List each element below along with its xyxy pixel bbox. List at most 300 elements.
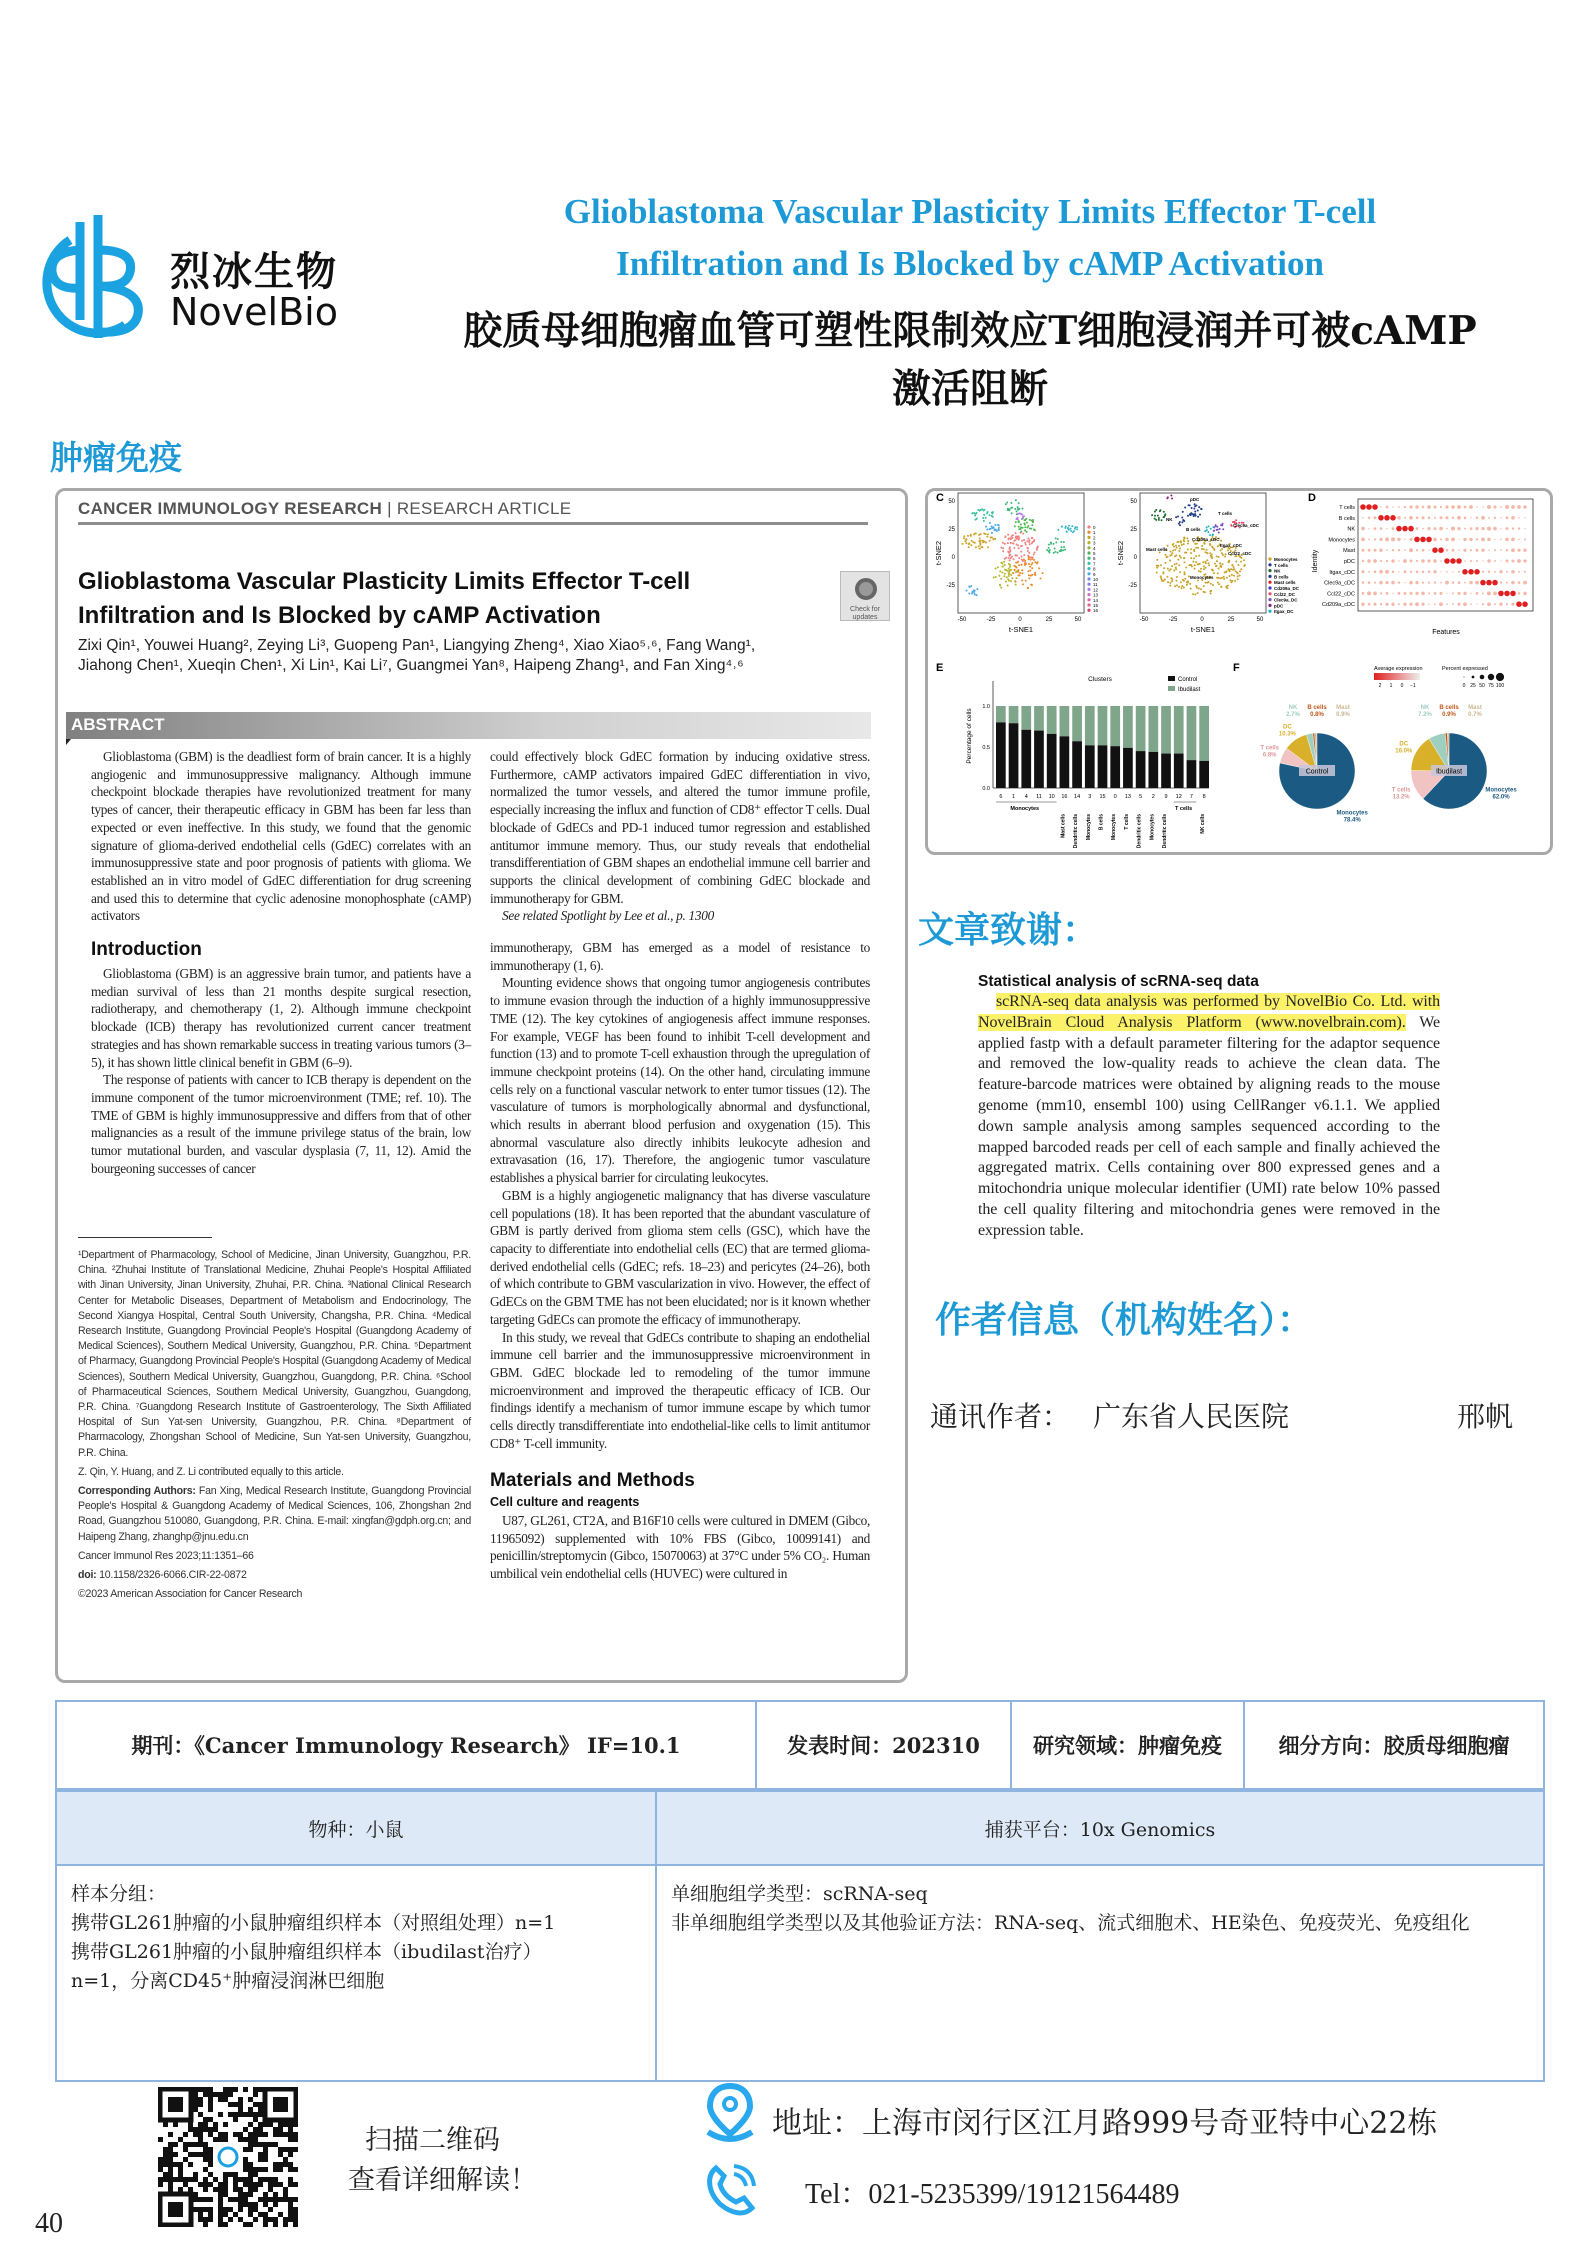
tsne-point xyxy=(1190,557,1192,559)
tsne-point xyxy=(1217,572,1219,574)
separator: | xyxy=(387,499,392,518)
qr-module xyxy=(253,2187,258,2192)
tsne-point xyxy=(1186,581,1188,583)
tsne-point xyxy=(965,539,967,541)
qr-module xyxy=(178,2177,183,2182)
tsne-point xyxy=(982,540,984,542)
tsne-point xyxy=(1170,577,1172,579)
tsne-point xyxy=(1072,531,1074,533)
dotplot-dot xyxy=(1480,580,1486,586)
tsne-point xyxy=(1162,580,1164,582)
tsne-point xyxy=(1194,505,1196,507)
dotplot-row-label: Itgax_cDC xyxy=(1329,569,1355,576)
tsne-point xyxy=(1063,546,1065,548)
cluster-legend-label: 5 xyxy=(1093,551,1096,556)
qr-module xyxy=(248,2132,253,2137)
dotplot-dot xyxy=(1421,592,1424,595)
tsne-point xyxy=(1201,548,1203,550)
tsne-point xyxy=(1198,555,1200,557)
tsne-point xyxy=(971,591,973,593)
tsne-point xyxy=(1221,552,1223,554)
spotlight-link[interactable]: See related Spotlight by Lee et al., p. 1300 xyxy=(502,908,714,924)
tsne-point xyxy=(1023,554,1025,556)
tsne-point xyxy=(1184,578,1186,580)
article-first-page xyxy=(55,488,908,1683)
tsne-point xyxy=(1029,543,1031,545)
tsne-point xyxy=(1209,534,1211,536)
qr-module xyxy=(208,2172,213,2177)
qr-module xyxy=(263,2192,268,2197)
qr-module xyxy=(183,2177,188,2182)
qr-module xyxy=(288,2132,293,2137)
tsne-point xyxy=(1021,579,1023,581)
qr-module xyxy=(268,2197,273,2202)
tsne-point xyxy=(1021,518,1023,520)
qr-module xyxy=(223,2187,228,2192)
stats-text xyxy=(978,992,1440,1242)
tsne-point xyxy=(1211,556,1213,558)
pie-label: NK xyxy=(1288,705,1298,711)
tsne-point xyxy=(1027,548,1029,550)
dotplot-dot xyxy=(1391,603,1394,606)
dotplot-dot xyxy=(1398,571,1399,572)
dotplot-dot xyxy=(1404,570,1407,573)
tsne-point xyxy=(982,517,984,519)
tsne-point xyxy=(1190,548,1192,550)
dotplot-dot xyxy=(1409,516,1413,520)
tsne-point xyxy=(1007,508,1009,510)
doi-value[interactable]: 10.1158/2326-6066.CIR-22-0872 xyxy=(99,1569,247,1582)
qr-finder-center xyxy=(273,2097,288,2112)
qr-module xyxy=(218,2222,223,2227)
tsne-x-label: t-SNE1 xyxy=(1008,625,1034,634)
tsne-point xyxy=(1197,592,1199,594)
tsne-point xyxy=(976,588,978,590)
tsne-point xyxy=(1017,561,1019,563)
dotplot-dot xyxy=(1361,549,1364,552)
dotplot-dot xyxy=(1488,549,1489,550)
tsne-point xyxy=(1171,580,1173,582)
tsne-point xyxy=(1190,552,1192,554)
dotplot-dot xyxy=(1374,570,1377,573)
cluster-legend-dot xyxy=(1087,577,1090,580)
qr-module xyxy=(293,2147,298,2152)
dotplot-dot xyxy=(1428,603,1429,604)
qr-module xyxy=(193,2177,198,2182)
qr-module xyxy=(253,2182,258,2187)
tsne-point xyxy=(1023,539,1025,541)
tsne-point xyxy=(1192,513,1194,515)
celltype-legend-dot xyxy=(1268,581,1271,584)
tsne-point xyxy=(1212,534,1214,536)
dotplot-dot xyxy=(1385,603,1388,606)
qr-module xyxy=(258,2197,263,2202)
tsne-point xyxy=(1155,509,1157,511)
e-rot-label: Dendritic cells xyxy=(1073,814,1080,849)
article-type: RESEARCH ARTICLE xyxy=(396,499,572,518)
qr-module xyxy=(238,2192,243,2197)
dotplot-row-label: pDC xyxy=(1343,559,1355,565)
qr-module xyxy=(288,2162,293,2167)
qr-module xyxy=(178,2172,183,2177)
tsne-point xyxy=(1167,568,1169,570)
tsne-point xyxy=(1196,587,1198,589)
tsne-point xyxy=(1006,501,1008,503)
qr-module xyxy=(233,2182,238,2187)
e-rot-label: Dendritic cells xyxy=(1136,814,1143,849)
e-x-tick: 14 xyxy=(1074,794,1081,800)
tsne-point xyxy=(1175,516,1177,518)
pie-name: Control xyxy=(1305,768,1329,776)
intro-paragraph-4: GBM is a highly angiogenetic malignancy that has diverse vasculature cell populations (18). It has been reported that the abundant vasculature of GBM is partly derived from glioma stem cells (GSC), which have the capacity to differentiate into endothelial cells (EC) that are termed glioma-derived endothelial cells (GdEC; refs. 18–23) and pericytes (24–26), both of which contribute to GBM vascularization in vivo. However, the effect of GdECs on the GBM TME has not been elucidated; nor is it known whether targeting GdECs can promote the efficacy of immunotherapy. xyxy=(490,1187,870,1327)
qr-module xyxy=(253,2137,258,2142)
qr-module xyxy=(238,2202,243,2207)
pie-value: 10.3% xyxy=(1278,731,1296,738)
figure-panel xyxy=(925,488,1553,855)
tsne-point xyxy=(1181,517,1183,519)
qr-module xyxy=(288,2212,293,2217)
tsne-point xyxy=(1233,566,1235,568)
e-bar-control xyxy=(1123,748,1133,788)
qr-module xyxy=(228,2172,233,2177)
tsne-point xyxy=(1178,541,1180,543)
tsne-point xyxy=(974,593,976,595)
tsne-point xyxy=(983,533,985,535)
qr-module xyxy=(238,2177,243,2182)
tsne-point xyxy=(1020,551,1022,553)
qr-module xyxy=(293,2197,298,2202)
tsne-point xyxy=(1008,557,1010,559)
tsne-point xyxy=(1204,561,1206,563)
tsne-point xyxy=(975,533,977,535)
dotplot-dot xyxy=(1379,549,1382,552)
qr-module xyxy=(163,2122,168,2127)
tsne-point xyxy=(1066,530,1068,532)
dotplot-dot xyxy=(1445,516,1448,519)
dotplot-dot xyxy=(1361,570,1364,573)
dotplot-dot xyxy=(1500,506,1502,508)
tsne-point xyxy=(1061,526,1063,528)
dotplot-dot xyxy=(1391,581,1394,584)
e-x-tick: 13 xyxy=(1124,794,1131,800)
dotplot-dot xyxy=(1505,505,1509,509)
qr-module xyxy=(253,2102,258,2107)
qr-module xyxy=(278,2167,283,2172)
dotplot-dot xyxy=(1421,559,1425,563)
tsne-point xyxy=(1067,527,1069,529)
panel-label: D xyxy=(1308,492,1316,504)
dotplot-dot xyxy=(1386,549,1388,551)
celltype-legend-label: Ccl22_DC xyxy=(1274,591,1296,597)
e-bar-control xyxy=(1136,751,1146,788)
pct-legend-dot xyxy=(1496,673,1504,681)
tsne-point xyxy=(1027,558,1029,560)
dotplot-dot xyxy=(1458,581,1461,584)
cluster-legend-label: 13 xyxy=(1093,592,1099,598)
tsne-point xyxy=(968,593,970,595)
check-for-updates-badge[interactable] xyxy=(840,571,890,621)
intro-columns xyxy=(78,939,870,1606)
cluster-legend-label: 2 xyxy=(1093,535,1096,541)
pie-value: 13.2% xyxy=(1392,794,1410,801)
pct-tick: 50 xyxy=(1479,683,1485,689)
tsne-point xyxy=(1076,528,1078,530)
dotplot-dot xyxy=(1511,548,1515,552)
dotplot-dot xyxy=(1404,539,1406,541)
intro-paragraph-2: The response of patients with cancer to ICB therapy is dependent on the immune component of the tumor microenvironment (TME; ref. 10). The TME of GBM is highly immunosuppressive and differs from that of other malignancies as a result of the immune privilege status of the brain, low tumor mutational burden, and vascular dysplasia (7, 11, 12). Amid the bourgeoning successes of cancer xyxy=(91,1072,471,1176)
qr-module xyxy=(198,2122,203,2127)
dotplot-dot xyxy=(1516,601,1522,607)
celltype-legend-label: NK xyxy=(1274,568,1281,574)
tsne-point xyxy=(1197,509,1199,511)
tsne-point xyxy=(983,520,985,522)
qr-module xyxy=(208,2132,213,2137)
tsne-point xyxy=(1060,546,1062,548)
cluster-legend-dot xyxy=(1087,546,1090,549)
qr-module xyxy=(248,2212,253,2217)
dotplot-dot xyxy=(1452,549,1455,552)
title-en-line2: Infiltration and Is Blocked by cAMP Activation xyxy=(616,244,1324,283)
dotplot-dot xyxy=(1518,527,1520,529)
qr-module xyxy=(203,2182,208,2187)
tsne-point xyxy=(1164,562,1166,564)
qr-module xyxy=(168,2142,173,2147)
tsne-point xyxy=(1209,543,1211,545)
tsne-point xyxy=(1156,571,1158,573)
tsne-point xyxy=(1218,583,1220,585)
qr-module xyxy=(248,2222,253,2227)
qr-module xyxy=(208,2212,213,2217)
dotplot-dot xyxy=(1366,504,1372,510)
e-group-label: T cells xyxy=(1175,806,1193,812)
qr-module xyxy=(288,2122,293,2127)
dotplot-dot xyxy=(1487,591,1491,595)
methods-paragraph-1: U87, GL261, CT2A, and B16F10 cells were cultured in DMEM (Gibco, 11965092) supplemented with 10% FBS (Gibco, 10099141) and penicillin/streptomycin (Gibco, 15070063) at 37°C under 5% CO₂. Human umbilical vein endothelial cells (HUVEC) were cultured in xyxy=(490,1512,870,1581)
dotplot-dot xyxy=(1434,517,1436,519)
tsne-point xyxy=(1232,564,1234,566)
tsne-point xyxy=(1176,563,1178,565)
tsne-point xyxy=(1031,564,1033,566)
tsne-point xyxy=(1223,578,1225,580)
tsne-point xyxy=(1027,525,1029,527)
dotplot-dot xyxy=(1494,560,1496,562)
qr-module xyxy=(158,2137,163,2142)
qr-module xyxy=(233,2087,238,2092)
qr-module xyxy=(198,2132,203,2137)
qr-module xyxy=(223,2087,228,2092)
tsne-point xyxy=(1221,577,1223,579)
tsne-point xyxy=(965,590,967,592)
map-label: Ccl22_cDC xyxy=(1228,551,1252,556)
tsne-point xyxy=(1170,495,1172,497)
tsne-point xyxy=(1031,537,1033,539)
tsne-point xyxy=(1028,541,1030,543)
pie-value: 0.9% xyxy=(1442,712,1456,718)
tsne-point xyxy=(995,568,997,570)
qr-module xyxy=(228,2197,233,2202)
pie-value: 0.8% xyxy=(1310,712,1324,718)
qr-module xyxy=(238,2107,243,2112)
tsne-point xyxy=(1182,511,1184,513)
qr-code[interactable] xyxy=(158,2087,298,2227)
tsne-point xyxy=(1015,584,1017,586)
samples-cell xyxy=(56,1865,656,2081)
tsne-point xyxy=(1040,577,1042,579)
qr-module xyxy=(273,2217,278,2222)
qr-module xyxy=(258,2142,263,2147)
dotplot-dot xyxy=(1458,539,1459,540)
qr-module xyxy=(258,2177,263,2182)
novelbio-logo xyxy=(30,210,360,345)
qr-module xyxy=(263,2122,268,2127)
panel-label: C xyxy=(936,492,944,504)
tsne-point xyxy=(1024,523,1026,525)
qr-module xyxy=(228,2207,233,2212)
tsne-point xyxy=(1029,519,1031,521)
tsne-point xyxy=(1007,570,1009,572)
dotplot-dot xyxy=(1368,603,1371,606)
figure-svg xyxy=(928,491,1550,852)
e-bar-control xyxy=(1187,760,1197,788)
tsne-point xyxy=(1228,569,1230,571)
tsne-y-tick: 0 xyxy=(1133,555,1137,561)
qr-module xyxy=(198,2112,203,2117)
qr-module xyxy=(263,2167,268,2172)
tsne-point xyxy=(991,532,993,534)
tsne-point xyxy=(1194,511,1196,513)
tsne-point xyxy=(1166,576,1168,578)
dotplot-dot xyxy=(1464,506,1467,509)
qr-module xyxy=(288,2217,293,2222)
celltype-legend-dot xyxy=(1268,598,1271,601)
tsne-x-tick: -25 xyxy=(1168,617,1178,623)
article-title-line1: Glioblastoma Vascular Plasticity Limits Effector T-cell xyxy=(78,568,691,595)
tsne-point xyxy=(1033,559,1035,561)
tsne-point xyxy=(1226,587,1228,589)
tsne-point xyxy=(1243,559,1245,561)
tsne-point xyxy=(1014,525,1016,527)
dotplot-row-label: T cells xyxy=(1339,505,1355,511)
celltype-legend-label: pDC xyxy=(1274,603,1284,609)
dotplot-dot xyxy=(1510,591,1516,597)
intro-paragraph-3: Mounting evidence shows that ongoing tumor angiogenesis contributes to immune evasion through the induction of a highly immunosuppressive TME (12). The key cytokines of angiogenesis affect immune responses. For example, VEGF has been found to inhibit T-cell development and function (13) and to promote T-cell exhaustion through the upregulation of immune checkpoint proteins (14). On the other hand, circulating immune cells rely on a functional vascular network to enter tumor tissues (12). The vasculature of tumors is morphologically abnormal and dysfunctional, which results in aberrant blood perfusion and oxygenation (15). This abnormal vasculature also directly inhibits leukocyte adhesion and extravasation (16, 17). Therefore, the angiogenic tumor vasculature establishes a physical barrier for circulating leukocytes. xyxy=(490,975,870,1186)
qr-module xyxy=(203,2217,208,2222)
tsne-point xyxy=(1001,571,1003,573)
tsne-point xyxy=(991,536,993,538)
dotplot-dot xyxy=(1391,537,1395,541)
e-bar-control xyxy=(1110,746,1120,788)
dotplot-dot xyxy=(1476,538,1478,540)
tsne-point xyxy=(1019,572,1021,574)
tsne-y-label: t-SNE2 xyxy=(934,540,943,566)
qr-module xyxy=(278,2152,283,2157)
dotplot-dot xyxy=(1380,527,1383,530)
tsne-point xyxy=(1204,530,1206,532)
cluster-legend-label: 8 xyxy=(1093,566,1096,572)
pie-label: Monocytes xyxy=(1336,810,1368,817)
tsne-y-tick: -25 xyxy=(946,583,955,589)
dotplot-dot xyxy=(1476,506,1478,508)
tsne-point xyxy=(983,510,985,512)
tsne-point xyxy=(1008,563,1010,565)
authors-line2: Jiahong Chen¹, Xueqin Chen¹, Xi Lin¹, Kai Li⁷, Guangmei Yan⁸, Haipeng Zhang¹, and Fan Xing⁴˒⁶ xyxy=(78,657,744,674)
celltype-legend-dot xyxy=(1268,604,1271,607)
tsne-point xyxy=(1207,562,1209,564)
qr-module xyxy=(248,2112,253,2117)
qr-module xyxy=(198,2087,203,2092)
pie-value: 0.7% xyxy=(1468,712,1482,718)
tsne-point xyxy=(1019,512,1021,514)
tsne-point xyxy=(1015,537,1017,539)
qr-module xyxy=(233,2197,238,2202)
qr-module xyxy=(193,2092,198,2097)
tsne-point xyxy=(1014,569,1016,571)
dotplot-dot xyxy=(1470,549,1472,551)
dotplot-dot xyxy=(1464,582,1466,584)
tsne-point xyxy=(1017,521,1019,523)
tsne-point xyxy=(1192,593,1194,595)
tsne-point xyxy=(978,540,980,542)
qr-module xyxy=(288,2152,293,2157)
tsne-point xyxy=(997,566,999,568)
dotplot-dot xyxy=(1470,560,1472,562)
cluster-legend-dot xyxy=(1087,567,1090,570)
dotplot-dot xyxy=(1409,505,1412,508)
tsne-point xyxy=(1009,549,1011,551)
dotplot-dot xyxy=(1440,506,1442,508)
tsne-point xyxy=(1063,541,1065,543)
qr-module xyxy=(238,2197,243,2202)
qr-module xyxy=(218,2207,223,2212)
tsne-point xyxy=(1031,567,1033,569)
qr-module xyxy=(243,2147,248,2152)
dotplot-dot xyxy=(1463,549,1466,552)
tsne-point xyxy=(1216,560,1218,562)
pie-label: DC xyxy=(1283,724,1292,731)
qr-caption-2: 查看详细解读！ xyxy=(348,2165,537,2196)
intro-right-column xyxy=(490,939,870,1606)
qr-module xyxy=(283,2162,288,2167)
tsne-point xyxy=(1237,575,1239,577)
dotplot-dot xyxy=(1403,603,1406,606)
qr-module xyxy=(273,2182,278,2187)
e-x-tick: 1 xyxy=(1012,794,1016,800)
tsne-point xyxy=(1188,564,1190,566)
qr-module xyxy=(183,2182,188,2187)
map-label: NK xyxy=(1166,517,1173,522)
dotplot-dot xyxy=(1446,549,1449,552)
qr-module xyxy=(168,2132,173,2137)
tsne-point xyxy=(1158,519,1160,521)
e-y-tick: 0.5 xyxy=(982,745,990,751)
tsne-point xyxy=(1187,515,1189,517)
e-x-tick: 10 xyxy=(1048,794,1055,800)
qr-module xyxy=(258,2132,263,2137)
e-bar-ibudilast xyxy=(1021,706,1031,730)
tsne-point xyxy=(1055,541,1057,543)
dotplot-dot xyxy=(1433,538,1437,542)
dotplot-dot xyxy=(1446,528,1448,530)
dotplot-dot xyxy=(1392,571,1395,574)
tsne-point xyxy=(1021,514,1023,516)
dotplot-dot xyxy=(1506,560,1509,563)
platform-cell: 捕获平台：10x Genomics xyxy=(656,1791,1544,1865)
e-legend-swatch xyxy=(1168,676,1175,681)
tsne-point xyxy=(1194,564,1196,566)
tsne-point xyxy=(1002,550,1004,552)
dotplot-dot xyxy=(1445,505,1448,508)
tsne-point xyxy=(1215,565,1217,567)
